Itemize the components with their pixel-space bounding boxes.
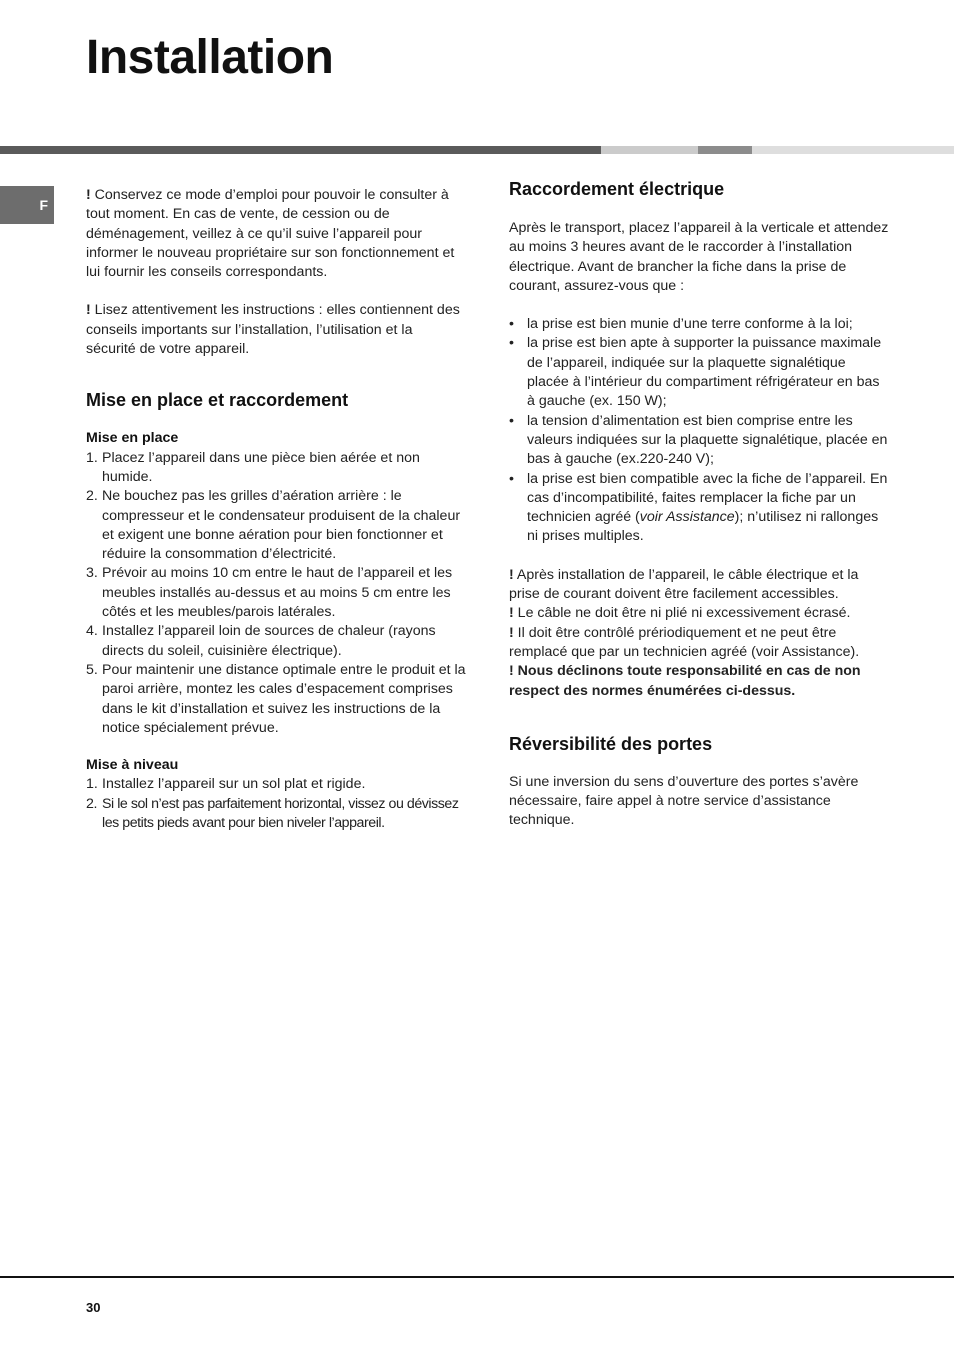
list-item: 2. Si le sol n’est pas parfaitement horizontal, vissez ou dévissez les petits pieds avant pour bien niveler l’appareil.	[86, 795, 459, 832]
band-segment-dark	[0, 146, 601, 154]
section-title-doors: Réversibilité des portes	[509, 733, 713, 754]
footer-rule	[0, 1276, 954, 1278]
bullet-icon: •	[509, 335, 514, 352]
warning-mark: !	[509, 566, 514, 583]
list-item: • la prise est bien compatible avec la fiche de l’appareil. En cas d’incompatibilité, faites remplacer la fiche par un technicien agréé (voir Assistance); n’utilisez ni rallonges ni prises multiples.	[509, 470, 888, 545]
warning-mark: !	[86, 187, 91, 203]
electrical-checklist	[509, 315, 889, 547]
bullet-icon: •	[509, 316, 514, 333]
note-keep-manual: ! Conservez ce mode d’emploi pour pouvoir le consulter à tout moment. En cas de vente, de cession ou de déménagement, veillez à ce qu’il suive l’appareil pour informer le nouveau propriétaire sur son fonctionnement et lui fournir les conseils correspondants.	[86, 187, 455, 281]
warning-liability: ! Nous déclinons toute responsabilité en cas de non respect des normes énumérées ci-dessus.	[509, 663, 861, 699]
page-number: 30	[86, 1300, 101, 1315]
warning-cable-not-bent: ! Le câble ne doit être ni plié ni excessivement écrasé.	[509, 605, 851, 622]
section-title-electrical: Raccordement électrique	[509, 179, 725, 199]
list-item: • la tension d’alimentation est bien comprise entre les valeurs indiquées sur la plaquette signalétique, placée en bas à gauche (ex.220-240 V);	[509, 412, 888, 468]
note-read-instructions: ! Lisez attentivement les instructions : elles contiennent des conseils importants sur l’installation, l’utilisation et la sécurité de votre appareil.	[86, 302, 460, 358]
page-title: Installation	[86, 31, 334, 84]
warning-mark: !	[509, 624, 514, 641]
right-column	[509, 178, 889, 831]
band-segment-pale	[752, 146, 954, 154]
list-item: 1. Installez l’appareil sur un sol plat et rigide.	[86, 776, 366, 793]
warning-mark: !	[86, 302, 91, 319]
doors-text: Si une inversion du sens d’ouverture des portes s’avère nécessaire, faire appel à notre service d’assistance technique.	[509, 773, 859, 829]
warning-cable-accessible: ! Après installation de l’appareil, le câble électrique et la prise de courant doivent être facilement accessibles.	[509, 566, 859, 603]
list-item: • la prise est bien munie d’une terre conforme à la loi;	[509, 315, 889, 334]
left-column	[86, 186, 466, 833]
warning-cable-check: ! Il doit être contrôlé prériodiquement et ne peut être remplacé que par un technicien agréé (voir Assistance).	[509, 624, 860, 660]
band-segment-light	[601, 146, 698, 154]
list-item: 5. Pour maintenir une distance optimale entre le produit et la paroi arrière, montez les cales d’espacement comprises dans le kit d’installation et suivez les instructions de la notice spécialement prévue.	[86, 661, 466, 736]
electrical-intro: Après le transport, placez l’appareil à la verticale et attendez au moins 3 heures avant de le raccorder à l’installation électrique. Avant de brancher la fiche dans la prise de courant, assurez-vous que :	[509, 220, 889, 294]
subsection-title-leveling: Mise à niveau	[86, 757, 179, 774]
list-item: • la prise est bien apte à supporter la puissance maximale de l’appareil, indiquée sur la plaquette signalétique placée à l’intérieur du compartiment réfrigérateur en bas à gauche (ex. 150 W);	[509, 335, 882, 410]
warning-mark: !	[509, 663, 514, 680]
bullet-icon: •	[509, 412, 514, 429]
list-item: 3. Prévoir au moins 10 cm entre le haut de l’appareil et les meubles installés au-dessus et au moins 5 cm entre les côtés et les meubles/parois latérales.	[86, 565, 453, 621]
language-tab	[0, 186, 54, 224]
list-item: 4. Installez l’appareil loin de sources de chaleur (rayons directs du soleil, cuisinière électrique).	[86, 623, 436, 659]
placement-list	[86, 449, 466, 738]
list-item: 1. Placez l’appareil dans une pièce bien aérée et non humide.	[86, 449, 420, 485]
leveling-list	[86, 775, 466, 833]
band-segment-mid	[698, 146, 752, 154]
warning-mark: !	[509, 605, 514, 622]
bullet-icon: •	[509, 470, 514, 487]
language-tab-label: F	[39, 197, 48, 213]
list-item: 2. Ne bouchez pas les grilles d’aération arrière : le compresseur et le condensateur produisent de la chaleur et exigent une bonne aération pour bien fonctionner et réduire la consommation d’électricité.	[86, 488, 461, 563]
section-title-placement: Mise en place et raccordement	[86, 390, 349, 411]
subsection-title-placement: Mise en place	[86, 430, 179, 447]
